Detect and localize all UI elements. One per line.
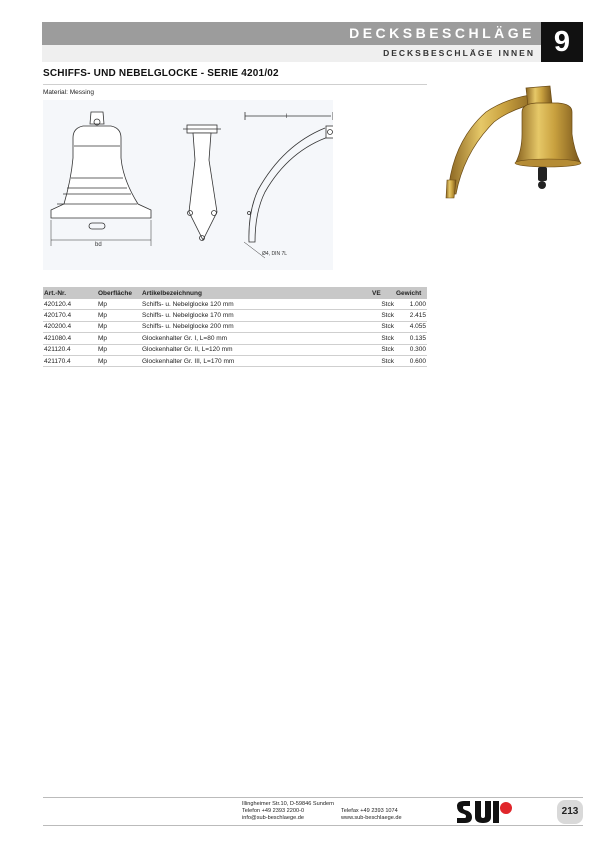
cell-weight: 0.600 xyxy=(395,355,427,366)
col-weight: Gewicht xyxy=(395,287,427,299)
company-logo xyxy=(455,800,517,824)
cell-surface: Mp xyxy=(97,344,141,355)
bell-photo xyxy=(438,82,588,207)
cell-artnr: 420120.4 xyxy=(43,299,97,310)
cell-weight: 0.300 xyxy=(395,344,427,355)
cell-unit: Stck xyxy=(371,299,395,310)
cell-unit: Stck xyxy=(371,333,395,344)
page-number: 213 xyxy=(557,800,583,824)
chapter-number: 9 xyxy=(541,22,583,62)
subcategory-header: DECKSBESCHLÄGE INNEN xyxy=(42,45,541,62)
technical-drawing xyxy=(43,100,333,270)
label-l: l xyxy=(286,114,288,120)
cell-unit: Stck xyxy=(371,355,395,366)
cell-unit: Stck xyxy=(371,310,395,321)
col-artnr: Art.-Nr. xyxy=(43,287,97,299)
cell-description: Glockenhalter Gr. III, L=170 mm xyxy=(141,355,371,366)
category-header: DECKSBESCHLÄGE xyxy=(42,22,541,45)
cell-description: Schiffs- u. Nebelglocke 170 mm xyxy=(141,310,371,321)
cell-artnr: 421170.4 xyxy=(43,355,97,366)
cell-artnr: 420170.4 xyxy=(43,310,97,321)
cell-surface: Mp xyxy=(97,321,141,332)
col-unit: VE xyxy=(371,287,395,299)
cell-description: Glockenhalter Gr. I, L=80 mm xyxy=(141,333,371,344)
cell-description: Glockenhalter Gr. II, L=120 mm xyxy=(141,344,371,355)
footer-email[interactable]: info@sub-beschlaege.de xyxy=(242,815,304,821)
cell-weight: 2.415 xyxy=(395,310,427,321)
cell-surface: Mp xyxy=(97,355,141,366)
col-description: Artikelbezeichnung xyxy=(141,287,371,299)
table-row xyxy=(43,344,427,355)
footer-phone: Telefon +49 2393 2200-0 xyxy=(242,808,305,814)
cell-artnr: 421120.4 xyxy=(43,344,97,355)
cell-description: Schiffs- u. Nebelglocke 200 mm xyxy=(141,321,371,332)
table-row xyxy=(43,321,427,332)
footer-fax: Telefax +49 2393 1074 xyxy=(341,808,398,814)
footer-website[interactable]: www.sub-beschlaege.de xyxy=(341,815,402,821)
cell-surface: Mp xyxy=(97,310,141,321)
cell-surface: Mp xyxy=(97,299,141,310)
product-title: SCHIFFS- UND NEBELGLOCKE - SERIE 4201/02 xyxy=(43,68,279,79)
table-row xyxy=(43,310,427,321)
label-thread: Ø4, DIN 7L xyxy=(262,251,288,257)
cell-unit: Stck xyxy=(371,344,395,355)
table-header-row xyxy=(43,287,427,299)
cell-description: Schiffs- u. Nebelglocke 120 mm xyxy=(141,299,371,310)
article-table xyxy=(43,287,427,367)
cell-weight: 4.055 xyxy=(395,321,427,332)
title-divider xyxy=(43,84,427,85)
table-row xyxy=(43,333,427,344)
footer-address: Illingheimer Str.10, D-59846 Sundern xyxy=(242,801,335,807)
cell-artnr: 421080.4 xyxy=(43,333,97,344)
cell-weight: 1.000 xyxy=(395,299,427,310)
table-row xyxy=(43,355,427,366)
cell-surface: Mp xyxy=(97,333,141,344)
material-label: Material: Messing xyxy=(43,89,94,96)
footer-top-divider xyxy=(43,797,583,798)
cell-weight: 0.135 xyxy=(395,333,427,344)
footer-bottom-divider xyxy=(43,825,583,826)
label-bd: bd xyxy=(95,242,102,248)
cell-artnr: 420200.4 xyxy=(43,321,97,332)
col-surface: Oberfläche xyxy=(97,287,141,299)
table-row xyxy=(43,299,427,310)
cell-unit: Stck xyxy=(371,321,395,332)
